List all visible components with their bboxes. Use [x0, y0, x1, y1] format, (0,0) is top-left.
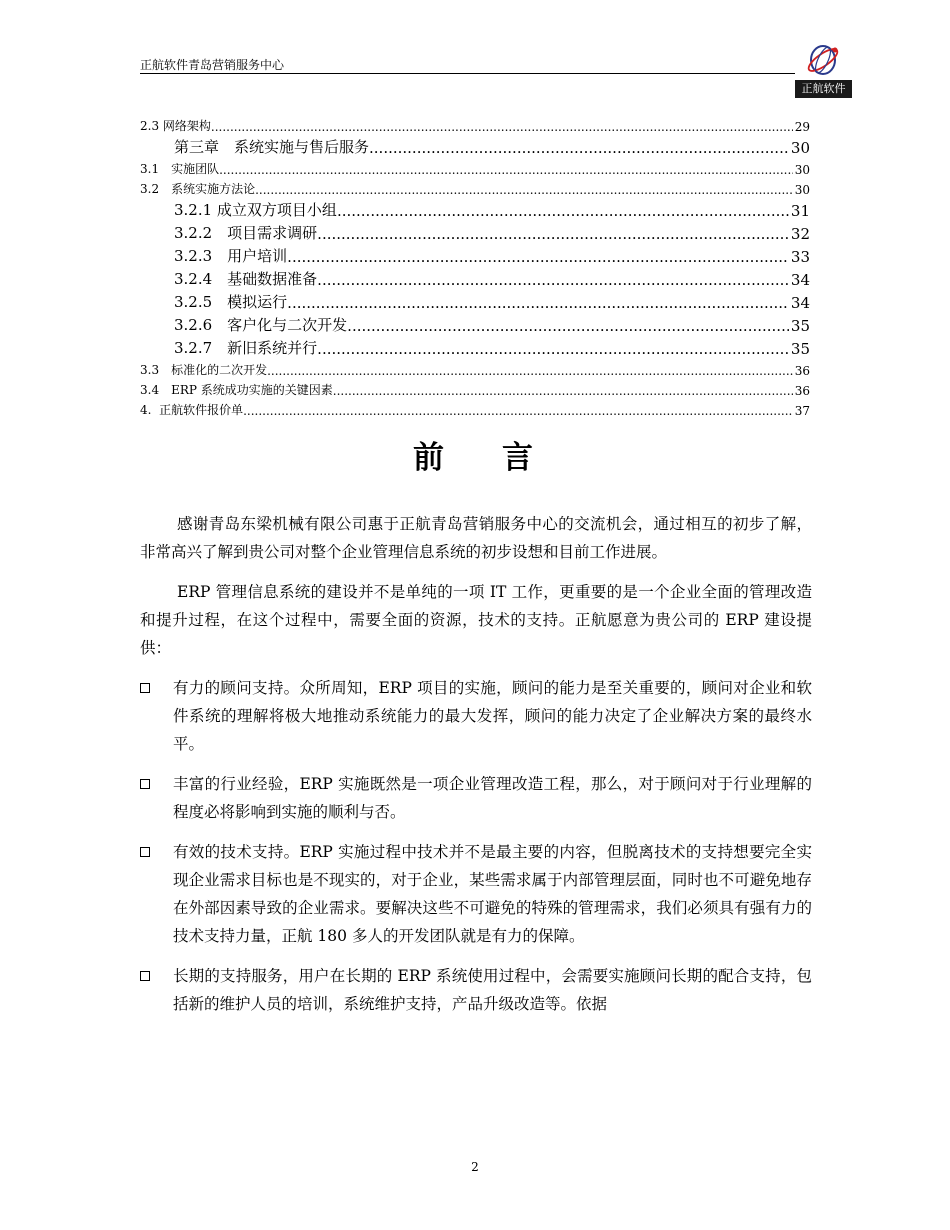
list-item-text: 有效的技术支持。ERP 实施过程中技术并不是最主要的内容，但脱离技术的支持想要完全实现企业需求目标也是不现实的，对于企业，某些需求属于内部管理层面，同时也不可避免地存在外部因素导致的企业需求。要解决这些不可避免的特殊的管理需求，我们必须具有强有力的技术支持力量，正航 180 多人的开发团队就是有力的保障。	[173, 843, 812, 945]
list-item	[140, 962, 812, 1018]
preface-body	[140, 510, 812, 1030]
toc-entry-label: 4. 正航软件报价单	[140, 403, 244, 417]
toc-entry-page: 34	[790, 294, 810, 312]
toc-entry[interactable]	[140, 114, 810, 134]
toc-entry-label: 3.2 系统实施方法论	[140, 182, 256, 196]
toc-entry-label: 3.2.6 客户化与二次开发	[174, 316, 348, 334]
toc-entry-page: 33	[790, 248, 810, 266]
list-item	[140, 770, 812, 826]
toc-entry-label: 3.2.2 项目需求调研	[174, 224, 318, 242]
toc-entry[interactable]	[140, 358, 810, 378]
bullet-list	[140, 674, 812, 1018]
toc-entry-page: 34	[790, 271, 810, 289]
toc-entry-page: 31	[790, 202, 810, 220]
toc-leader-dots	[347, 317, 789, 335]
company-logo	[795, 40, 852, 98]
table-of-contents	[140, 114, 810, 418]
toc-entry-label: 3.2.1 成立双方项目小组	[174, 201, 337, 219]
toc-entry[interactable]	[140, 335, 810, 358]
square-bullet-icon	[140, 779, 150, 789]
toc-entry-page: 37	[794, 404, 810, 418]
toc-leader-dots	[267, 364, 793, 378]
title-char-right: 言	[502, 440, 537, 476]
toc-entry-label: 第三章 系统实施与售后服务	[174, 138, 370, 156]
toc-entry[interactable]	[140, 312, 810, 335]
toc-entry[interactable]	[140, 243, 810, 266]
toc-leader-dots	[211, 120, 793, 134]
toc-leader-dots	[255, 183, 793, 197]
toc-entry[interactable]	[140, 398, 810, 418]
square-bullet-icon	[140, 683, 150, 693]
toc-entry[interactable]	[140, 177, 810, 197]
toc-entry-label: 3.3 标准化的二次开发	[140, 363, 268, 377]
toc-entry[interactable]	[140, 266, 810, 289]
toc-entry-label: 3.4 ERP 系统成功实施的关键因素	[140, 383, 333, 397]
toc-entry-page: 35	[790, 340, 810, 358]
paragraph: 感谢青岛东梁机械有限公司惠于正航青岛营销服务中心的交流机会，通过相互的初步了解，非常高兴了解到贵公司对整个企业管理信息系统的初步设想和目前工作进展。	[140, 515, 812, 561]
toc-entry-label: 2.3 网络架构	[140, 119, 211, 133]
toc-entry[interactable]	[140, 134, 810, 157]
toc-entry-page: 35	[790, 317, 810, 335]
globe-logo-icon	[795, 40, 852, 80]
header-org: 正航软件青岛营销服务中心	[140, 58, 285, 72]
toc-leader-dots	[317, 340, 789, 358]
header-rule	[140, 73, 796, 74]
toc-leader-dots	[333, 384, 793, 398]
toc-entry-page: 30	[794, 163, 810, 177]
toc-entry[interactable]	[140, 197, 810, 220]
toc-entry-label: 3.1 实施团队	[140, 162, 220, 176]
paragraph: ERP 管理信息系统的建设并不是单纯的一项 IT 工作，更重要的是一个企业全面的管理改造和提升过程，在这个过程中，需要全面的资源，技术的支持。正航愿意为贵公司的 ERP 建设提供：	[140, 583, 812, 657]
page-number: 2	[471, 1160, 479, 1174]
section-title	[0, 432, 950, 477]
toc-entry-label: 3.2.7 新旧系统并行	[174, 339, 318, 357]
toc-entry[interactable]	[140, 220, 810, 243]
toc-leader-dots	[317, 271, 789, 289]
toc-leader-dots	[287, 248, 789, 266]
logo-text: 正航软件	[795, 80, 852, 98]
toc-entry-label: 3.2.5 模拟运行	[174, 293, 288, 311]
toc-entry-page: 36	[794, 384, 810, 398]
list-item-text: 有力的顾问支持。众所周知，ERP 项目的实施，顾问的能力是至关重要的，顾问对企业和软件系统的理解将极大地推动系统能力的最大发挥，顾问的能力决定了企业解决方案的最终水平。	[173, 679, 812, 753]
toc-leader-dots	[337, 202, 789, 220]
square-bullet-icon	[140, 971, 150, 981]
toc-leader-dots	[287, 294, 789, 312]
toc-entry-page: 36	[794, 364, 810, 378]
toc-leader-dots	[317, 225, 789, 243]
toc-entry-label: 3.2.3 用户培训	[174, 247, 288, 265]
toc-entry[interactable]	[140, 378, 810, 398]
toc-entry-page: 29	[794, 120, 810, 134]
toc-entry-page: 30	[790, 139, 810, 157]
list-item-text: 长期的支持服务，用户在长期的 ERP 系统使用过程中，会需要实施顾问长期的配合支持，包括新的维护人员的培训，系统维护支持，产品升级改造等。依据	[173, 967, 812, 1013]
list-item	[140, 674, 812, 758]
toc-leader-dots	[219, 163, 793, 177]
toc-entry-page: 30	[794, 183, 810, 197]
toc-leader-dots	[369, 139, 789, 157]
toc-entry[interactable]	[140, 289, 810, 312]
title-char-left: 前	[413, 440, 448, 476]
toc-entry-page: 32	[790, 225, 810, 243]
toc-entry-label: 3.2.4 基础数据准备	[174, 270, 318, 288]
list-item-text: 丰富的行业经验，ERP 实施既然是一项企业管理改造工程，那么，对于顾问对于行业理解的程度必将影响到实施的顺利与否。	[173, 775, 812, 821]
toc-entry[interactable]	[140, 157, 810, 177]
square-bullet-icon	[140, 847, 150, 857]
list-item	[140, 838, 812, 950]
toc-leader-dots	[243, 404, 793, 418]
